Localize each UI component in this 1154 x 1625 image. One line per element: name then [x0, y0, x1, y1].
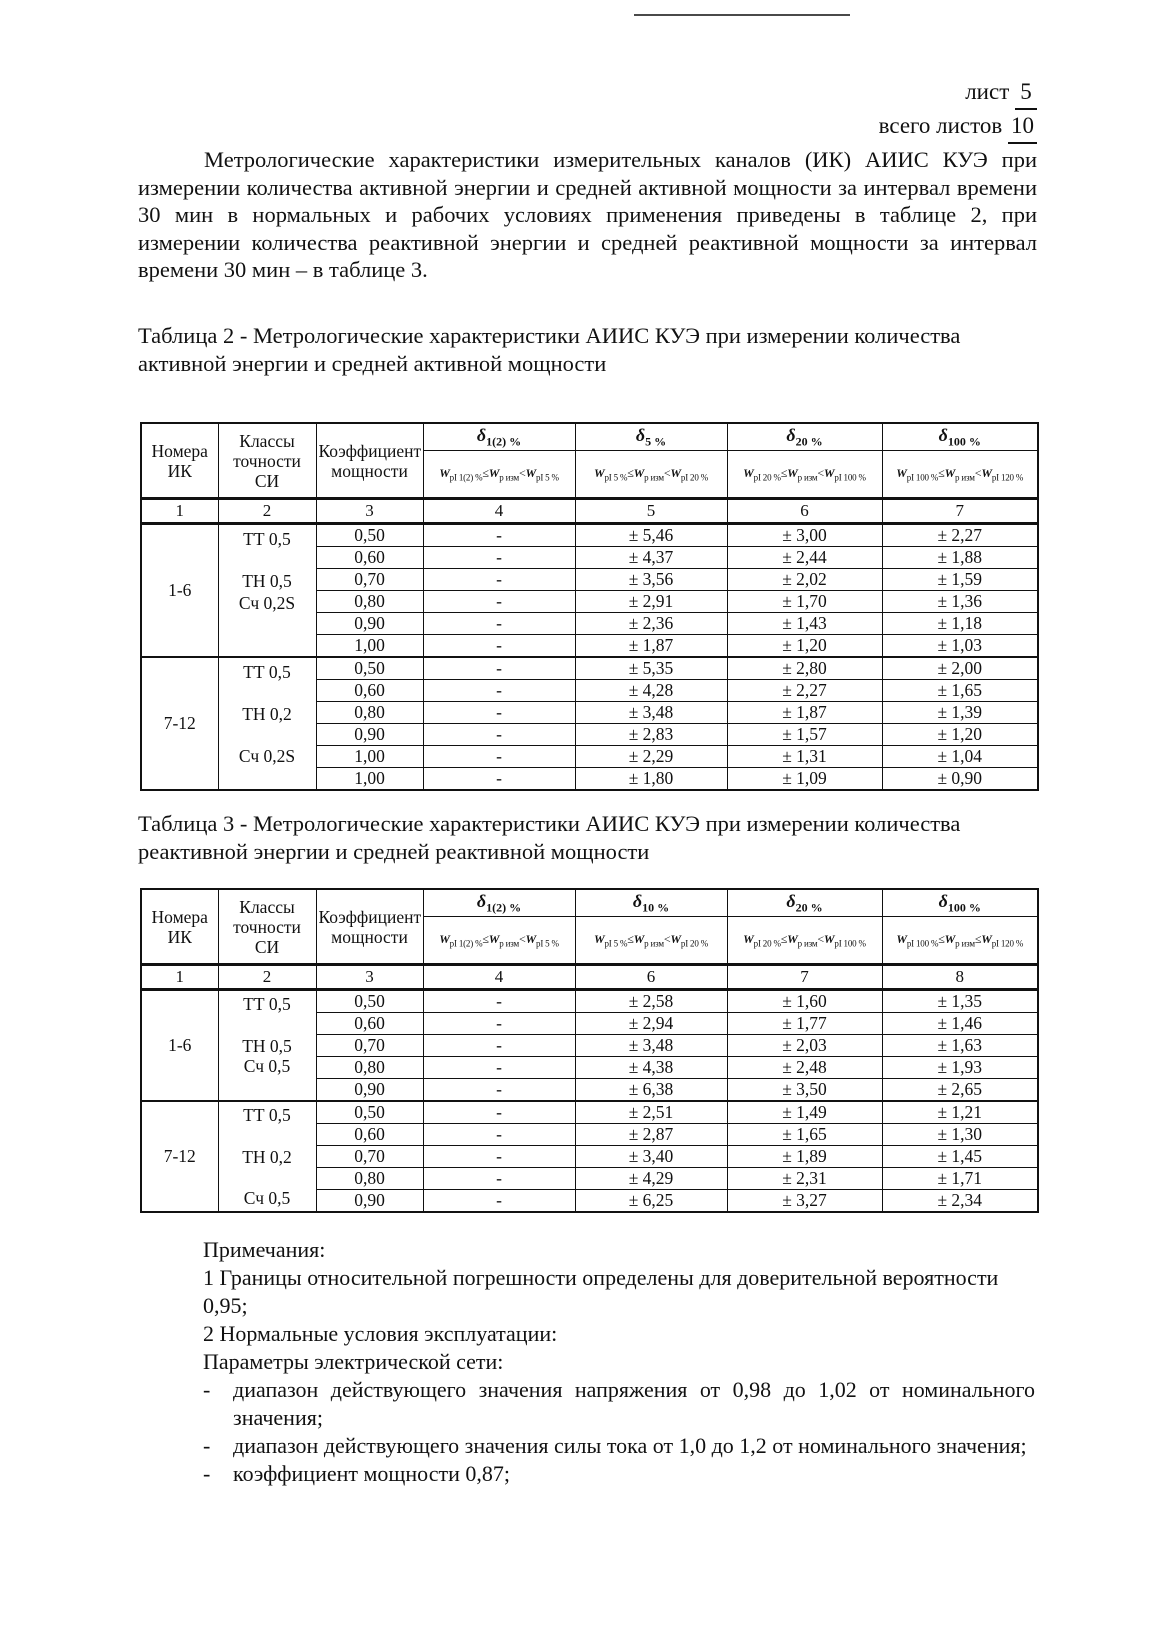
- value-cell: 0,80: [316, 1168, 423, 1190]
- reactive-energy-table: [140, 888, 1039, 1213]
- value-cell: ± 1,43: [727, 613, 882, 635]
- accuracy-classes-cell: [218, 990, 316, 1102]
- value-cell: 0,80: [316, 702, 423, 724]
- header-delta-1: $\delta_{1(2) \%}$: [423, 889, 575, 917]
- value-cell: 0,70: [316, 1035, 423, 1057]
- value-cell: ± 1,49: [727, 1101, 882, 1124]
- value-cell: -: [423, 613, 575, 635]
- value-cell: ± 1,65: [727, 1124, 882, 1146]
- value-cell: ± 4,28: [575, 680, 727, 702]
- sheet-number-line: [879, 76, 1037, 110]
- header-power-factor: Коэффициент мощности: [316, 889, 423, 965]
- value-cell: ± 3,50: [727, 1079, 882, 1102]
- value-cell: -: [423, 680, 575, 702]
- value-cell: ± 1,09: [727, 768, 882, 791]
- total-sheets-line: [879, 110, 1037, 144]
- header-delta-3: $\delta_{20 \%}$: [727, 889, 882, 917]
- value-cell: ± 1,77: [727, 1013, 882, 1035]
- value-cell: 0,70: [316, 569, 423, 591]
- value-cell: 0,50: [316, 657, 423, 680]
- value-cell: -: [423, 1079, 575, 1102]
- value-cell: ± 1,71: [882, 1168, 1038, 1190]
- value-cell: ± 2,27: [727, 680, 882, 702]
- value-cell: ± 3,48: [575, 1035, 727, 1057]
- value-cell: ± 1,88: [882, 547, 1038, 569]
- value-cell: ± 6,25: [575, 1190, 727, 1213]
- value-cell: ± 1,21: [882, 1101, 1038, 1124]
- value-cell: 1,00: [316, 768, 423, 791]
- value-cell: ± 2,44: [727, 547, 882, 569]
- column-number: 1: [141, 965, 218, 990]
- column-number: 4: [423, 965, 575, 990]
- total-sheets-label: всего листов: [878, 113, 1003, 138]
- column-number-row: [141, 499, 1038, 524]
- value-cell: 0,90: [316, 724, 423, 746]
- sheet-header: [879, 76, 1037, 144]
- total-sheets-number: 10: [1008, 110, 1037, 144]
- header-delta-3: $\delta_{20 \%}$: [727, 423, 882, 451]
- note-bullet: [203, 1460, 1035, 1488]
- value-cell: ± 2,80: [727, 657, 882, 680]
- value-cell: ± 2,87: [575, 1124, 727, 1146]
- value-cell: -: [423, 990, 575, 1013]
- value-cell: -: [423, 591, 575, 613]
- value-cell: ± 2,94: [575, 1013, 727, 1035]
- value-cell: ± 2,00: [882, 657, 1038, 680]
- header-accuracy-classes: Классы точности СИ: [218, 423, 316, 499]
- value-cell: -: [423, 635, 575, 658]
- note-line-3: Параметры электрической сети:: [203, 1349, 504, 1374]
- accuracy-class-label: Сч 0,2S: [238, 745, 296, 766]
- value-cell: ± 1,35: [882, 990, 1038, 1013]
- header-ik-numbers: Номера ИК: [141, 423, 218, 499]
- value-cell: ± 1,60: [727, 990, 882, 1013]
- header-delta-2: $\delta_{10 \%}$: [575, 889, 727, 917]
- value-cell: -: [423, 547, 575, 569]
- value-cell: 0,80: [316, 1057, 423, 1079]
- value-cell: ± 4,37: [575, 547, 727, 569]
- bullet-text: диапазон действующего значения напряжения от 0,98 до 1,02 от номинального значения;: [233, 1377, 1035, 1430]
- scan-artifact-line: [634, 14, 850, 16]
- header-row: [141, 423, 1038, 451]
- accuracy-class-label: ТТ 0,5: [243, 994, 291, 1015]
- header-delta-4: $\delta_{100 \%}$: [882, 889, 1038, 917]
- column-number: 2: [218, 965, 316, 990]
- table-body: [141, 990, 1038, 1213]
- table-row: [141, 657, 1038, 680]
- value-cell: 0,90: [316, 1190, 423, 1213]
- value-cell: ± 2,34: [882, 1190, 1038, 1213]
- header-range-2: $W_{pI 5 \%}\le W_{р изм}<W_{pI 20 \%}$: [575, 451, 727, 499]
- note-line-1: 1 Границы относительной погрешности определены для доверительной вероятности 0,95;: [203, 1265, 999, 1318]
- value-cell: ± 1,65: [882, 680, 1038, 702]
- accuracy-classes-cell: [218, 524, 316, 658]
- ik-range-cell: 7-12: [141, 657, 218, 790]
- value-cell: -: [423, 768, 575, 791]
- value-cell: ± 2,91: [575, 591, 727, 613]
- column-number: 7: [882, 499, 1038, 524]
- value-cell: 0,50: [316, 524, 423, 547]
- value-cell: ± 2,58: [575, 990, 727, 1013]
- column-number: 6: [575, 965, 727, 990]
- value-cell: ± 3,48: [575, 702, 727, 724]
- ik-range-cell: 7-12: [141, 1101, 218, 1212]
- value-cell: ± 5,46: [575, 524, 727, 547]
- ik-range-cell: 1-6: [141, 990, 218, 1102]
- value-cell: -: [423, 1124, 575, 1146]
- value-cell: ± 1,89: [727, 1146, 882, 1168]
- value-cell: ± 2,65: [882, 1079, 1038, 1102]
- value-cell: 0,50: [316, 1101, 423, 1124]
- value-cell: 0,70: [316, 1146, 423, 1168]
- note-line-2: 2 Нормальные условия эксплуатации:: [203, 1321, 558, 1346]
- value-cell: ± 1,20: [882, 724, 1038, 746]
- column-number: 6: [727, 499, 882, 524]
- header-delta-4: $\delta_{100 \%}$: [882, 423, 1038, 451]
- column-number: 1: [141, 499, 218, 524]
- value-cell: -: [423, 1101, 575, 1124]
- accuracy-class-label: ТН 0,2: [242, 703, 292, 724]
- value-cell: -: [423, 1013, 575, 1035]
- header-range-4: $W_{pI 100 \%}\le W_{р изм}\le W_{pI 120 \%}$: [882, 917, 1038, 965]
- value-cell: ± 2,03: [727, 1035, 882, 1057]
- value-cell: -: [423, 724, 575, 746]
- bullet-dash: -: [203, 1461, 211, 1486]
- value-cell: -: [423, 1035, 575, 1057]
- value-cell: -: [423, 1057, 575, 1079]
- value-cell: 0,60: [316, 680, 423, 702]
- value-cell: ± 1,45: [882, 1146, 1038, 1168]
- value-cell: 0,60: [316, 1013, 423, 1035]
- header-row: [141, 889, 1038, 917]
- value-cell: 0,90: [316, 613, 423, 635]
- value-cell: ± 1,36: [882, 591, 1038, 613]
- accuracy-class-label: Сч 0,5: [243, 1056, 291, 1077]
- bullet-text: диапазон действующего значения силы тока от 1,0 до 1,2 от номинального значения;: [233, 1433, 1027, 1458]
- value-cell: -: [423, 569, 575, 591]
- column-number: 7: [727, 965, 882, 990]
- value-cell: 0,80: [316, 591, 423, 613]
- table3-caption: Таблица 3 - Метрологические характеристики АИИС КУЭ при измерении количества реактивной энергии и средней реактивной мощности: [138, 811, 961, 864]
- value-cell: -: [423, 702, 575, 724]
- value-cell: ± 6,38: [575, 1079, 727, 1102]
- header-range-3: $W_{pI 20 \%}\le W_{р изм}<W_{pI 100 \%}$: [727, 451, 882, 499]
- value-cell: -: [423, 657, 575, 680]
- value-cell: ± 1,20: [727, 635, 882, 658]
- value-cell: -: [423, 1146, 575, 1168]
- column-number-row: [141, 965, 1038, 990]
- column-number: 4: [423, 499, 575, 524]
- accuracy-class-label: ТТ 0,5: [243, 661, 291, 682]
- active-energy-table: [140, 422, 1039, 791]
- value-cell: 1,00: [316, 746, 423, 768]
- value-cell: ± 2,36: [575, 613, 727, 635]
- ik-range-cell: 1-6: [141, 524, 218, 658]
- value-cell: ± 2,48: [727, 1057, 882, 1079]
- value-cell: ± 4,29: [575, 1168, 727, 1190]
- value-cell: 1,00: [316, 635, 423, 658]
- header-delta-1: $\delta_{1(2) \%}$: [423, 423, 575, 451]
- value-cell: ± 1,30: [882, 1124, 1038, 1146]
- value-cell: ± 3,00: [727, 524, 882, 547]
- value-cell: 0,60: [316, 547, 423, 569]
- value-cell: ± 3,40: [575, 1146, 727, 1168]
- value-cell: ± 0,90: [882, 768, 1038, 791]
- value-cell: ± 1,70: [727, 591, 882, 613]
- sheet-label: лист: [965, 79, 1010, 104]
- column-number: 2: [218, 499, 316, 524]
- accuracy-class-label: ТН 0,2: [242, 1146, 292, 1167]
- value-cell: 0,90: [316, 1079, 423, 1102]
- notes-title: Примечания:: [203, 1237, 326, 1262]
- table-row: [141, 524, 1038, 547]
- sheet-number: 5: [1015, 76, 1037, 110]
- value-cell: ± 1,18: [882, 613, 1038, 635]
- accuracy-class-label: Сч 0,2S: [238, 593, 296, 614]
- value-cell: ± 1,39: [882, 702, 1038, 724]
- value-cell: ± 2,29: [575, 746, 727, 768]
- value-cell: -: [423, 1168, 575, 1190]
- header-delta-2: $\delta_{5 \%}$: [575, 423, 727, 451]
- value-cell: 0,60: [316, 1124, 423, 1146]
- header-range-3: $W_{pI 20 \%}\le W_{р изм}<W_{pI 100 \%}$: [727, 917, 882, 965]
- value-cell: ± 5,35: [575, 657, 727, 680]
- notes-section: [203, 1236, 1035, 1488]
- accuracy-class-label: ТН 0,5: [242, 1035, 292, 1056]
- value-cell: ± 2,83: [575, 724, 727, 746]
- header-ik-numbers: Номера ИК: [141, 889, 218, 965]
- value-cell: ± 1,31: [727, 746, 882, 768]
- value-cell: ± 1,46: [882, 1013, 1038, 1035]
- value-cell: ± 2,27: [882, 524, 1038, 547]
- bullet-dash: -: [203, 1433, 211, 1458]
- accuracy-class-label: Сч 0,5: [243, 1188, 291, 1209]
- table-row: [141, 990, 1038, 1013]
- header-range-4: $W_{pI 100 \%}\le W_{р изм}<W_{pI 120 \%}$: [882, 451, 1038, 499]
- value-cell: 0,50: [316, 990, 423, 1013]
- bullet-dash: -: [203, 1377, 211, 1402]
- accuracy-class-label: ТН 0,5: [242, 570, 292, 591]
- header-power-factor: Коэффициент мощности: [316, 423, 423, 499]
- value-cell: ± 4,38: [575, 1057, 727, 1079]
- header-range-1: $W_{pI 1(2) \%}\le W_{р изм}<W_{pI 5 \%}$: [423, 917, 575, 965]
- table2-caption: Таблица 2 - Метрологические характеристики АИИС КУЭ при измерении количества активной энергии и средней активной мощности: [138, 323, 961, 376]
- value-cell: -: [423, 1190, 575, 1213]
- value-cell: -: [423, 746, 575, 768]
- accuracy-class-label: ТТ 0,5: [243, 1105, 291, 1126]
- value-cell: ± 1,57: [727, 724, 882, 746]
- accuracy-class-label: ТТ 0,5: [243, 528, 291, 549]
- intro-paragraph: Метрологические характеристики измерительных каналов (ИК) АИИС КУЭ при измерении количества активной энергии и средней активной мощности за интервал времени 30 мин в нормальных и рабочих условиях применения приведены в таблице 2, при измерении количества реактивной энергии и средней реактивной мощности за интервал времени 30 мин – в таблице 3.: [138, 147, 1037, 282]
- column-number: 8: [882, 965, 1038, 990]
- value-cell: ± 2,51: [575, 1101, 727, 1124]
- value-cell: ± 2,31: [727, 1168, 882, 1190]
- column-number: 5: [575, 499, 727, 524]
- note-bullet: [203, 1432, 1035, 1460]
- note-bullet: [203, 1376, 1035, 1432]
- header-range-1: $W_{pI 1(2) \%}\le W_{р изм}<W_{pI 5 \%}$: [423, 451, 575, 499]
- value-cell: ± 1,03: [882, 635, 1038, 658]
- value-cell: ± 1,59: [882, 569, 1038, 591]
- column-number: 3: [316, 499, 423, 524]
- table-row: [141, 1101, 1038, 1124]
- value-cell: ± 3,27: [727, 1190, 882, 1213]
- value-cell: ± 1,87: [727, 702, 882, 724]
- table-body: [141, 524, 1038, 791]
- accuracy-classes-cell: [218, 1101, 316, 1212]
- value-cell: ± 2,02: [727, 569, 882, 591]
- value-cell: ± 1,87: [575, 635, 727, 658]
- header-accuracy-classes: Классы точности СИ: [218, 889, 316, 965]
- value-cell: ± 3,56: [575, 569, 727, 591]
- value-cell: ± 1,63: [882, 1035, 1038, 1057]
- column-number: 3: [316, 965, 423, 990]
- value-cell: ± 1,80: [575, 768, 727, 791]
- accuracy-classes-cell: [218, 657, 316, 790]
- value-cell: ± 1,04: [882, 746, 1038, 768]
- header-range-2: $W_{pI 5 \%}\le W_{р изм}<W_{pI 20 \%}$: [575, 917, 727, 965]
- value-cell: ± 1,93: [882, 1057, 1038, 1079]
- bullet-text: коэффициент мощности 0,87;: [233, 1461, 510, 1486]
- value-cell: -: [423, 524, 575, 547]
